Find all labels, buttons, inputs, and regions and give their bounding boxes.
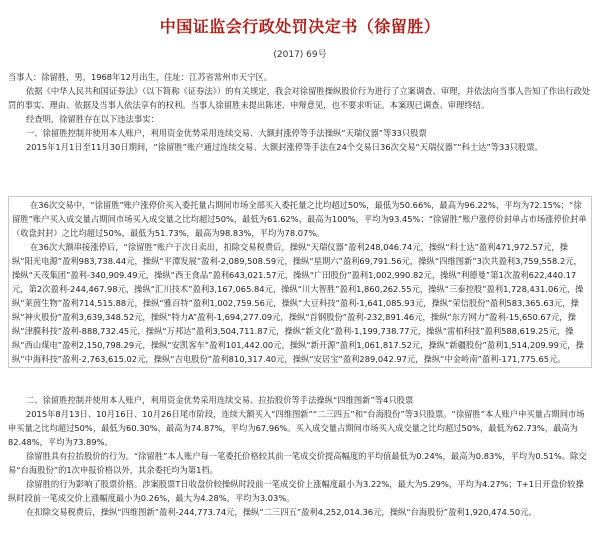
section2-heading: 二、徐留胜控制并使用本人账户，利用资金优势采用连续交易、拉抬股价等手法操纵“四维图新”等4只股票 xyxy=(26,395,414,405)
profit-paragraph: 在36次大额串接涨停后，“徐留胜”账户于次日卖出，扣除交易税费后，操纵“天瑞仪器”盈利248,046.74元，操纵“科士达”盈利471,972.57元，操纵“阳光电源”盈利983,738.44元，操纵“平潭发展”盈利-2,089,508.59元，操纵“星期六”盈利69,791.56元，操纵“四维图新”3次共盈利3,759,558.2元，操纵“天茂集团”盈利-340,909.49元，操纵“西王食品”盈利643,021.57元，操纵“广田股份”盈利1,002,990.82元，操纵“利德曼”第1次盈利622,440.17元，第2次盈利-244,467.98元，操纵“汇川技术”盈利3,167,065.84元，操纵“川大智胜”盈利1,860,262.55元，操纵“三泰控股”盈利1,728,431.06元，操纵“莱茵生物”盈利714,515.88元，操纵“雅百特”盈利1,002,759.56元，操纵“大豆科技”盈利-1,641,085.93元，操纵“荣信股份”盈利583,365.63元，操纵“神火股份”盈利3,639,348.52元，操纵“特力A”盈利-1,694,277.09元，操纵“首钢股份”盈利-232,891.46元，操纵“东方网力”盈利-15,650.67元，操纵“津膜科技”盈利-888,732.45元，操纵“万邦达”盈利3,504,711.87元，操纵“新文化”盈利-1,199,738.77元，操纵“雷柏科技”盈利588,619.25元，操纵“西山煤电”盈利2,150,798.29元，操纵“安凯客车”盈利101,442.00元，操纵“新开源”盈利1,061,817.52元，操纵“新疆股份”盈利1,514,209.99元，操纵“中海科技”盈利-2,763,615.02元，操纵“吉电股份”盈利810,317.40元，操纵“安居宝”盈利289,042.97元，操纵“中金岭南”盈利-171,775.65元。 xyxy=(12,242,584,364)
section2-intro: 2015年8月13日、10月16日、10月26日尾市阶段，连续大额买入“四维图新”“二三四五”和“台海股份”等3只股票。“徐留胜”本人账户申买量占期间市场申买量之比均超过50%，最低为60.30%，最高为74.87%，平均为67.96%。买入成交量占期间市场买入成交量之比均超过50%，最低为62.73%，最高为82.48%，平均为73.89%。 xyxy=(8,409,585,447)
party-line: 当事人：徐留胜，男，1968年12月出生，住址：江苏省常州市天宁区。 xyxy=(8,72,272,82)
section1-heading: 一、徐留胜控制并使用本人账户，利用资金优势采用连续交易、大额封涨停等手法操纵“天瑞仪器”等33只股票 xyxy=(26,128,427,138)
section-2 xyxy=(8,393,592,519)
section2-effect: 徐留胜的行为影响了股票价格。涉案股票T日收盘价较操纵时段前一笔成交价上涨幅度最小为3.22%，最大为5.29%，平均为4.27%；T+1日开盘价较操纵时段前一笔成交价上涨幅度最小为0.26%，最大为4.28%，平均为3.03%。 xyxy=(8,479,584,503)
basis-paragraph: 依据《中华人民共和国证券法》（以下简称《证券法》）的有关规定，我会对徐留胜操纵股价行为进行了立案调查、审理，并依法向当事人告知了作出行政处罚的事实、理由、依据及当事人依法享有的权利。当事人徐留胜未提出陈述、申辩意见，也不要求听证。本案现已调查、审理终结。 xyxy=(8,86,591,110)
trading-details-box xyxy=(8,196,592,368)
section2-rate: 徐留胜具有拉抬股价的行为。“徐留胜”本人账户每一笔委托价格较其前一笔成交价提高幅度的平均值最低为0.24%，最高为0.83%，平均为0.51%。除交易“台海股份”的1次申报价格以外，其余委托均为第1档。 xyxy=(8,451,587,475)
document-header xyxy=(8,70,592,154)
document-number: (2017) 69号 xyxy=(273,50,327,60)
section2-profit: 在扣除交易税费后，操纵“四维图新”盈利-244,773.74元，操纵“二三四五”盈利4,252,014.36元，操纵“台海股份”盈利1,920,474.50元。 xyxy=(26,507,537,517)
section1-intro: 2015年1月1日至11月30日期间，“徐留胜”账户通过连续交易、大额封涨停等手法在24个交易日36次交易“天瑞仪器”“科士达”等33只股票。 xyxy=(26,142,543,152)
found-line: 经查明，徐留胜存在以下违法事实： xyxy=(26,114,159,124)
ratio-paragraph: 在36次交易中，“徐留胜”账户涨停价买入委托量占期间市场全部买入委托量之比均超过50%，最低为50.66%，最高为96.22%，平均为72.15%；“徐留胜”账户买入成交量占期间市场买入成交量之比均超过50%，最低为61.62%，最高为100%，平均为93.45%；“徐留胜”账户涨停价封单占市场涨停价封单（收盘封封）之比均超过50%，最低为51.73%，最高为98.83%，平均为78.07%。 xyxy=(12,200,587,238)
page-title: 中国证监会行政处罚决定书（徐留胜） xyxy=(159,17,441,36)
